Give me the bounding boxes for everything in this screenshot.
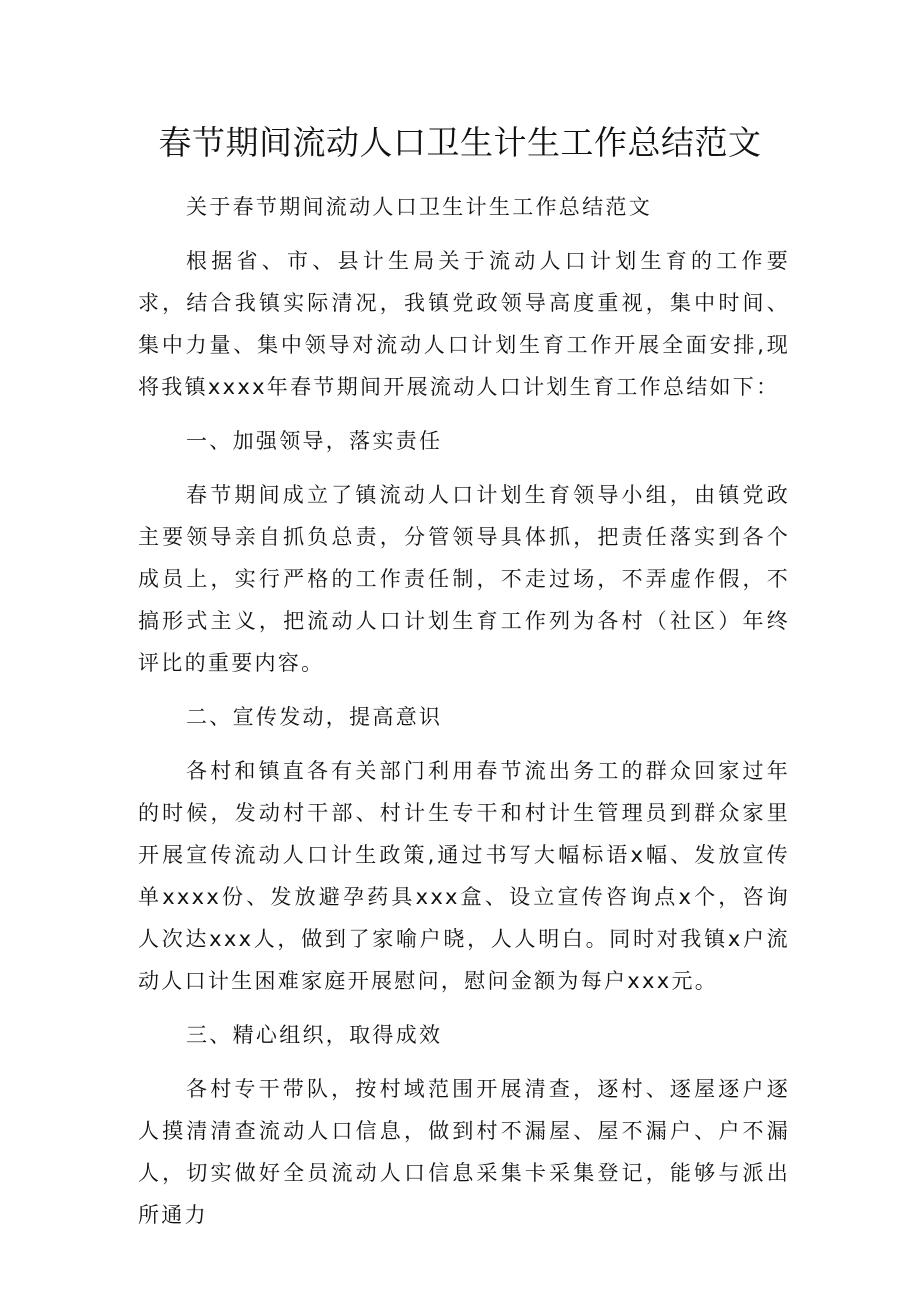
section-paragraph-3: 各村专干带队，按村域范围开展清查，逐村、逐屋逐户逐人摸清清查流动人口信息，做到村不漏屋、屋不漏户、户不漏人，切实做好全员流动人口信息采集卡采集登记，能够与派出所通力: [138, 1077, 790, 1227]
document-body: [138, 186, 790, 1248]
subtitle-paragraph: 关于春节期间流动人口卫生计生工作总结范文: [186, 195, 652, 219]
document-title: 春节期间流动人口卫生计生工作总结范文: [158, 123, 762, 162]
section-heading-2: 二、宣传发动，提高意识: [186, 705, 443, 729]
section-heading-3: 三、精心组织，取得成效: [186, 1023, 443, 1047]
section-paragraph-2: 各村和镇直各有关部门利用春节流出务工的群众回家过年的时候，发动村干部、村计生专干和村计生管理员到群众家里开展宣传流动人口计生政策,通过书写大幅标语x幅、发放宣传单xxxx份、发放避孕药具xxx盒、设立宣传咨询点x个，咨询人次达xxx人，做到了家喻户晓，人人明白。同时对我镇x户流动人口计生困难家庭开展慰问，慰问金额为每户xxx元。: [138, 759, 790, 993]
section-heading-1: 一、加强领导，落实责任: [186, 429, 443, 453]
intro-paragraph: 根据省、市、县计生局关于流动人口计划生育的工作要求，结合我镇实际清况，我镇党政领导高度重视，集中时间、集中力量、集中领导对流动人口计划生育工作开展全面安排,现将我镇xxxx年春节期间开展流动人口计划生育工作总结如下：: [138, 249, 790, 399]
section-paragraph-1: 春节期间成立了镇流动人口计划生育领导小组，由镇党政主要领导亲自抓负总责，分管领导具体抓，把责任落实到各个成员上，实行严格的工作责任制，不走过场，不弄虚作假，不搞形式主义，把流动人口计划生育工作列为各村（社区）年终评比的重要内容。: [138, 483, 790, 675]
